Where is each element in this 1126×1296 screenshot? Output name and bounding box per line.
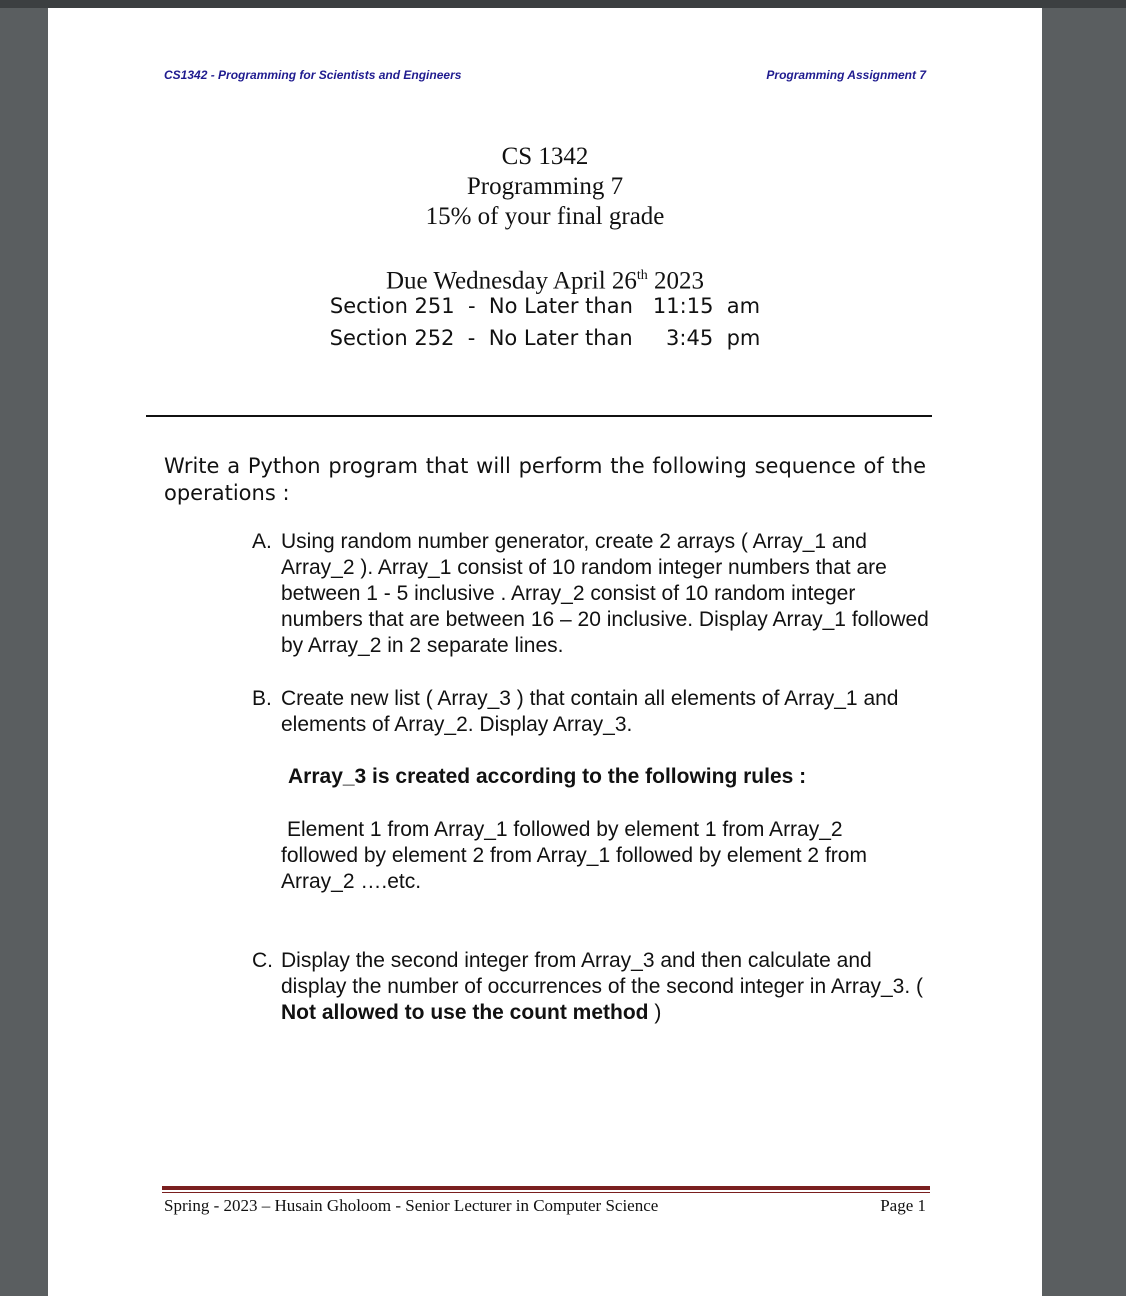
divider xyxy=(146,415,932,417)
item-a-text: Using random number generator, create 2 arrays ( Array_1 and Array_2 ). Array_1 consist of 10 random integer numbers that are between 1 - 5 inclusive . Array_2 consist of 10 random integer numbers that are between 16 – 20 inclusive. Display Array_1 followed by Array_2 in 2 separate lines. xyxy=(281,530,929,657)
footer-rule-thin xyxy=(162,1192,930,1193)
item-c-text xyxy=(281,948,932,1026)
due-day: Due Wednesday April 26 xyxy=(385,267,637,295)
due-ordinal: th xyxy=(636,268,648,283)
header-assignment: Programming Assignment 7 xyxy=(766,68,926,82)
viewer-top-bar xyxy=(0,0,1126,8)
item-b-letter: B. xyxy=(252,687,272,710)
rules-line-1: Element 1 from Array_1 followed by element 1 from Array_2 xyxy=(287,818,843,841)
item-c-bold: Not allowed to use the count method xyxy=(281,1001,649,1024)
item-c-main: Display the second integer from Array_3 and then calculate and display the number of occurrences of the second integer in Array_3. ( xyxy=(281,949,924,998)
item-a xyxy=(252,529,932,659)
due-year: 2023 xyxy=(647,267,705,295)
footer-author: Spring - 2023 – Husain Gholoom - Senior Lecturer in Computer Science xyxy=(164,1196,659,1215)
footer-page-number: Page 1 xyxy=(880,1196,926,1215)
item-c xyxy=(252,948,932,1026)
section-252-deadline: Section 252 - No Later than 3:45 pm xyxy=(329,326,761,350)
document-page xyxy=(48,8,1042,1296)
rules-line-2: followed by element 2 from Array_1 followed by element 2 from Array_2 ….etc. xyxy=(281,844,867,893)
section-251-deadline: Section 251 - No Later than 11:15 am xyxy=(329,294,761,318)
rules-heading: Array_3 is created according to the following rules : xyxy=(288,765,807,788)
title-course: CS 1342 xyxy=(501,143,589,170)
due-date xyxy=(48,261,1042,296)
item-a-letter: A. xyxy=(252,530,272,553)
rules-description xyxy=(281,817,941,895)
header-course: CS1342 - Programming for Scientists and Engineers xyxy=(164,68,462,82)
item-b-text: Create new list ( Array_3 ) that contain all elements of Array_1 and elements of Array_2. Display Array_3. xyxy=(281,687,899,736)
footer-rule-thick xyxy=(162,1186,930,1190)
item-b xyxy=(252,686,932,738)
item-c-end: ) xyxy=(648,1001,662,1024)
title-assignment: Programming 7 xyxy=(466,173,624,200)
intro-paragraph: Write a Python program that will perform the following sequence of the operations : xyxy=(164,454,926,505)
title-weight: 15% of your final grade xyxy=(425,203,665,230)
item-c-letter: C. xyxy=(252,949,273,972)
